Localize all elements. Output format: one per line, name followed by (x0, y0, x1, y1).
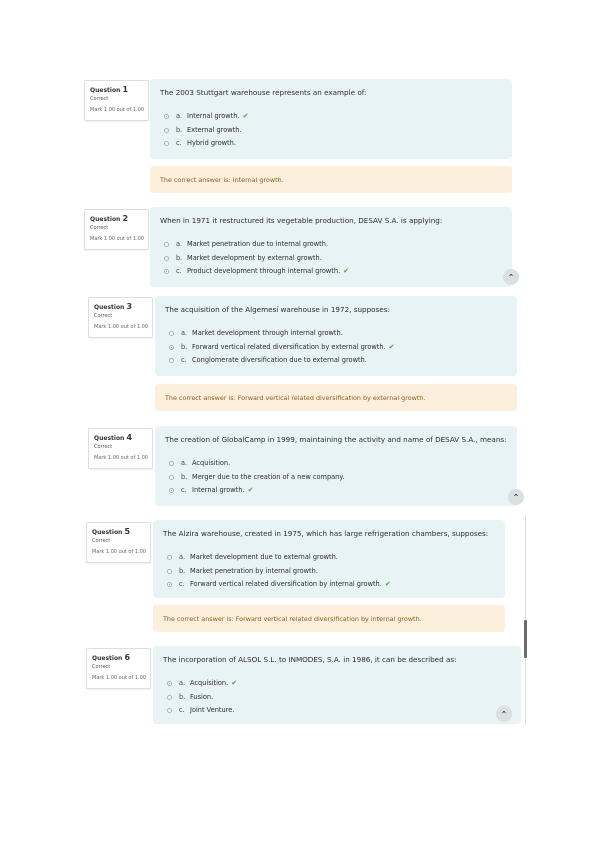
chevron-up-icon: ⌃ (507, 272, 515, 282)
question-formulation-5 (153, 520, 505, 598)
question-number: Question 5 (92, 527, 131, 536)
radio-button[interactable] (164, 242, 169, 247)
question-number: Question 2 (90, 214, 129, 223)
question-number: Question 1 (90, 85, 129, 94)
answer-list (163, 677, 511, 718)
check-icon: ✔ (384, 580, 391, 588)
question-info-6 (86, 648, 151, 689)
chevron-up-icon: ⌃ (512, 492, 520, 502)
question-info-5 (86, 522, 151, 563)
question-text: The 2003 Stuttgart warehouse represents an example of: (160, 88, 367, 97)
answer-option[interactable]: b. Market penetration by internal growth. (163, 565, 495, 579)
question-mark: Mark 1.00 out of 1.00 (90, 236, 144, 242)
question-state: Correct (94, 444, 113, 450)
question-number: Question 4 (94, 433, 133, 442)
radio-button[interactable] (167, 708, 172, 713)
question-formulation-6 (153, 646, 521, 724)
answer-list (163, 551, 495, 592)
check-icon: ✔ (343, 267, 350, 275)
question-state: Correct (92, 538, 111, 544)
answer-option[interactable]: c. Product development through internal growth. ✔ (160, 265, 502, 279)
question-mark: Mark 1.00 out of 1.00 (92, 675, 146, 681)
answer-option[interactable]: c. Internal growth. ✔ (165, 484, 507, 498)
check-icon: ✔ (242, 112, 249, 120)
question-text: The acquisition of the Algemesí warehouse in 1972, supposes: (165, 305, 390, 314)
question-state: Correct (94, 313, 113, 319)
answer-option[interactable]: c. Joint Venture. (163, 704, 511, 718)
radio-button[interactable] (169, 331, 174, 336)
radio-button[interactable] (167, 555, 172, 560)
question-formulation-2 (150, 207, 512, 287)
question-mark: Mark 1.00 out of 1.00 (94, 324, 148, 330)
radio-button[interactable] (167, 569, 172, 574)
question-formulation-1 (150, 79, 512, 159)
answer-option[interactable]: a. Market development through internal growth. (165, 327, 507, 341)
scroll-up-button[interactable] (503, 269, 519, 285)
radio-button[interactable] (167, 681, 172, 686)
radio-button[interactable] (164, 114, 169, 119)
radio-button[interactable] (169, 488, 174, 493)
answer-option[interactable]: b. Market development by external growth. (160, 252, 502, 266)
question-mark: Mark 1.00 out of 1.00 (94, 455, 148, 461)
question-text: The creation of GlobalCamp in 1999, maintaining the activity and name of DESAV S.A., means: (165, 435, 507, 444)
radio-button[interactable] (167, 582, 172, 587)
radio-button[interactable] (164, 269, 169, 274)
answer-list (165, 327, 507, 368)
answer-option[interactable]: b. External growth. (160, 124, 502, 138)
answer-option[interactable]: c. Forward vertical related diversification by internal growth. ✔ (163, 578, 495, 592)
question-text: The Alzira warehouse, created in 1975, which has large refrigeration chambers, supposes: (163, 529, 489, 538)
scroll-up-button[interactable] (496, 706, 512, 722)
answer-list (165, 457, 507, 498)
radio-button[interactable] (169, 461, 174, 466)
question-text: The incorporation of ALSOL S.L. to INMODES, S.A. in 1986, it can be described as: (163, 655, 457, 664)
question-number: Question 3 (94, 302, 133, 311)
answer-option[interactable]: a. Acquisition. ✔ (163, 677, 511, 691)
question-info-3 (88, 297, 153, 338)
radio-button[interactable] (164, 256, 169, 261)
radio-button[interactable] (169, 345, 174, 350)
answer-option[interactable]: a. Market penetration due to internal growth. (160, 238, 502, 252)
answer-option[interactable]: b. Fusion. (163, 691, 511, 705)
answer-option[interactable]: c. Hybrid growth. (160, 137, 502, 151)
check-icon: ✔ (247, 486, 254, 494)
chevron-up-icon: ⌃ (500, 709, 508, 719)
feedback-box: The correct answer is: Internal growth. (150, 166, 512, 193)
feedback-box: The correct answer is: Forward vertical related diversification by external growth. (155, 384, 517, 411)
answer-option[interactable]: a. Internal growth. ✔ (160, 110, 502, 124)
answer-option[interactable]: c. Conglomerate diversification due to external growth. (165, 354, 507, 368)
question-mark: Mark 1.00 out of 1.00 (90, 107, 144, 113)
answer-option[interactable]: b. Merger due to the creation of a new company. (165, 471, 507, 485)
feedback-box: The correct answer is: Forward vertical related diversification by internal growth. (153, 605, 505, 632)
answer-option[interactable]: a. Acquisition. (165, 457, 507, 471)
radio-button[interactable] (164, 141, 169, 146)
question-formulation-3 (155, 296, 517, 376)
question-mark: Mark 1.00 out of 1.00 (92, 549, 146, 555)
answer-list (160, 238, 502, 279)
radio-button[interactable] (169, 475, 174, 480)
question-info-4 (88, 428, 153, 469)
question-info-2 (84, 209, 149, 250)
answer-list (160, 110, 502, 151)
scrollbar-thumb[interactable] (524, 620, 527, 658)
check-icon: ✔ (231, 679, 238, 687)
radio-button[interactable] (167, 695, 172, 700)
question-info-1 (84, 80, 149, 121)
radio-button[interactable] (169, 358, 174, 363)
radio-button[interactable] (164, 128, 169, 133)
question-formulation-4 (155, 426, 517, 506)
check-icon: ✔ (388, 342, 395, 351)
answer-option[interactable]: a. Market development due to external growth. (163, 551, 495, 565)
question-text: When in 1971 it restructured its vegetable production, DESAV S.A. is applying: (160, 216, 443, 225)
question-state: Correct (92, 664, 111, 670)
question-state: Correct (90, 225, 109, 231)
question-number: Question 6 (92, 653, 131, 662)
question-state: Correct (90, 96, 109, 102)
scroll-up-button[interactable] (508, 489, 524, 505)
answer-option[interactable]: b. Forward vertical related diversification by external growth. ✔ (165, 341, 507, 355)
